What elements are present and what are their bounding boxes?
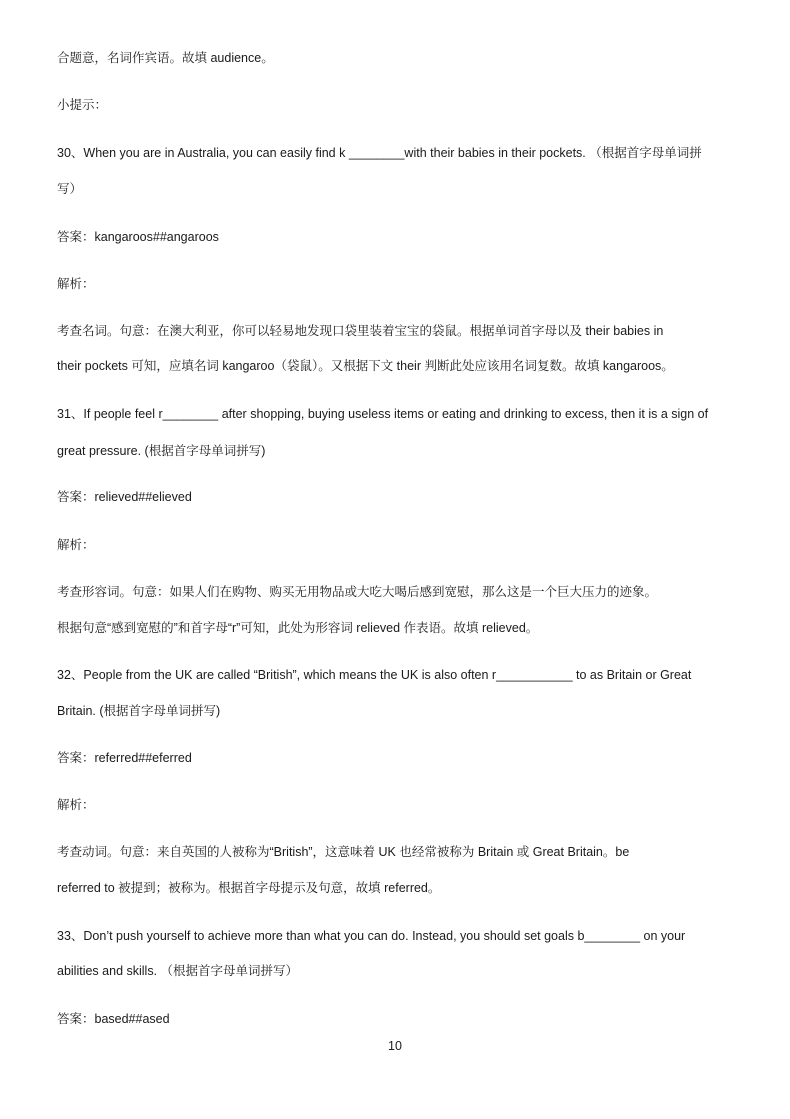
analysis-label: 解析： bbox=[57, 798, 95, 812]
answer-31: 答案：relieved##elieved bbox=[57, 490, 192, 504]
text-line: referred to 被提到；被称为。根据首字母提示及句意，故填 referred。 bbox=[57, 881, 441, 895]
answer-32: 答案：referred##eferred bbox=[57, 751, 192, 765]
text-line: 小提示： bbox=[57, 98, 108, 112]
question-31: 31、If people feel r________ after shopping, buying useless items or eating and drinking to excess, then it is a sign of bbox=[57, 407, 709, 421]
text-line: 考查动词。句意：来自英国的人被称为“British”，这意味着 UK 也经常被称为 Britain 或 Great Britain。be bbox=[57, 845, 630, 859]
text-line: 写） bbox=[57, 182, 83, 196]
text-line: their pockets 可知，应填名词 kangaroo（袋鼠）。又根据下文 their 判断此处应该用名词复数。故填 kangaroos。 bbox=[57, 359, 674, 373]
text-line: abilities and skills. （根据首字母单词拼写） bbox=[57, 964, 299, 978]
text-line: 考查形容词。句意：如果人们在购物、购买无用物品或大吃大喝后感到宽慰，那么这是一个巨大压力的迹象。 bbox=[57, 585, 658, 599]
page-number: 10 bbox=[388, 1039, 402, 1053]
question-30: 30、When you are in Australia, you can easily find k ________with their babies in their pockets. （根据首字母单词拼 bbox=[57, 146, 702, 160]
analysis-label: 解析： bbox=[57, 277, 95, 291]
answer-33: 答案：based##ased bbox=[57, 1012, 170, 1026]
text-line: 考查名词。句意：在澳大利亚，你可以轻易地发现口袋里装着宝宝的袋鼠。根据单词首字母以及 their babies in bbox=[57, 324, 664, 338]
analysis-label: 解析： bbox=[57, 538, 95, 552]
text-line: Britain. (根据首字母单词拼写) bbox=[57, 704, 221, 718]
answer-30: 答案：kangaroos##angaroos bbox=[57, 230, 219, 244]
text-line: 根据句意“感到宽慰的”和首字母“r”可知，此处为形容词 relieved 作表语。故填 relieved。 bbox=[57, 621, 539, 635]
question-32: 32、People from the UK are called “British”, which means the UK is also often r___________ to as Britain or Great bbox=[57, 668, 692, 682]
text-line: great pressure. (根据首字母单词拼写) bbox=[57, 444, 266, 458]
question-33: 33、Don’t push yourself to achieve more than what you can do. Instead, you should set goals b________ on your bbox=[57, 929, 686, 943]
text-line: 合题意，名词作宾语。故填 audience。 bbox=[57, 51, 274, 65]
